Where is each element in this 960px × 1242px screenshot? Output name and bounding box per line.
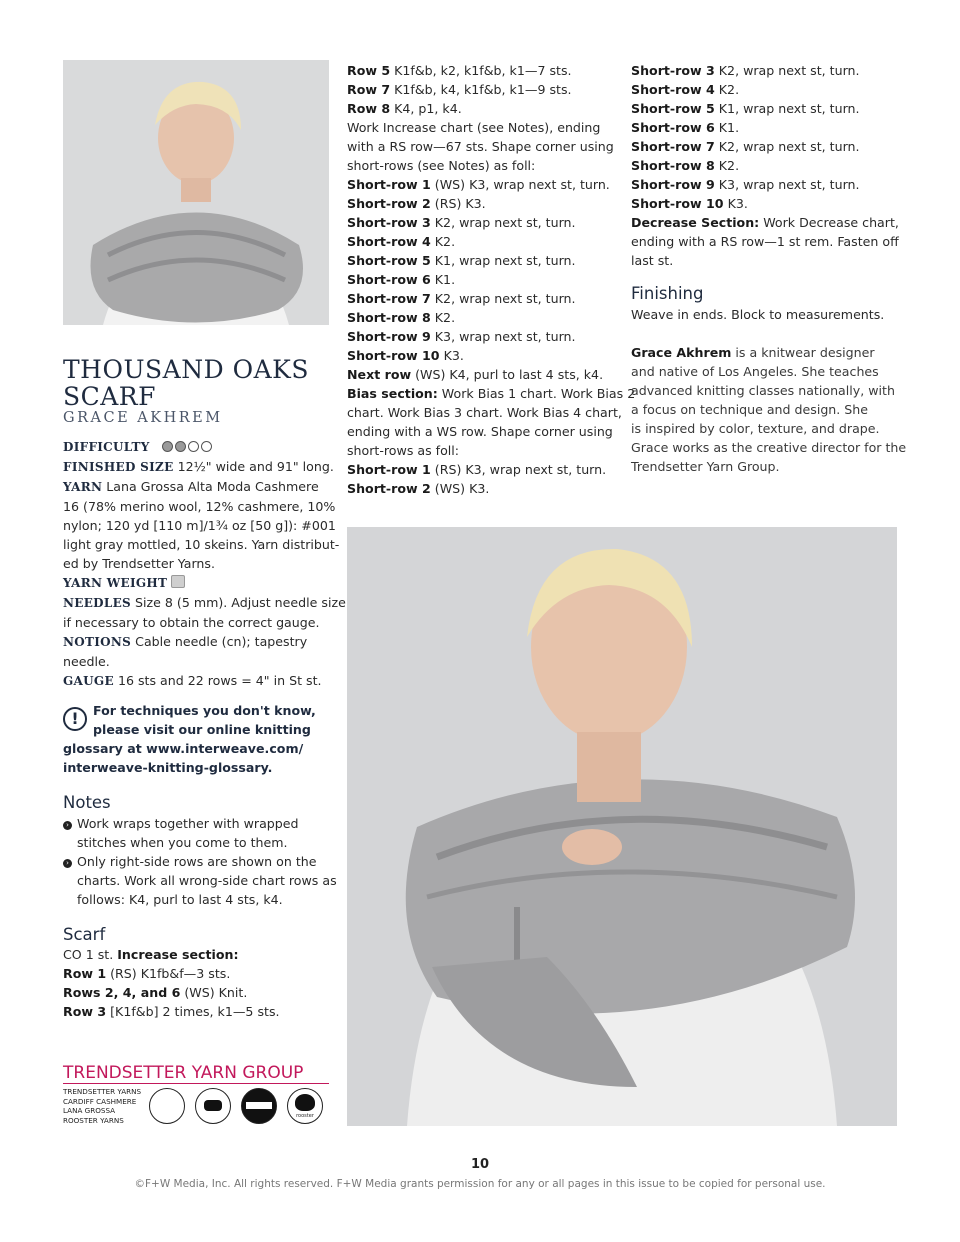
instruction-line <box>347 80 617 99</box>
instruction-text: K1. <box>714 120 740 135</box>
instruction-line <box>347 327 617 346</box>
difficulty-dot-filled <box>162 441 173 452</box>
instruction-label: Short-row 8 <box>631 158 715 173</box>
instruction-line <box>631 80 901 99</box>
difficulty-label: DIFFICULTY <box>63 440 150 454</box>
specs-block <box>63 437 346 691</box>
instruction-line <box>347 137 617 156</box>
instruction-text: (WS) Knit. <box>180 985 248 1000</box>
yarn-text: Lana Grossa Alta Moda Cashmere <box>106 479 319 494</box>
pattern-title-line2: SCARF <box>63 382 156 411</box>
instruction-label: Short-row 1 <box>347 462 431 477</box>
note-text: follows: K4, purl to last 4 sts, k4. <box>77 892 283 907</box>
tip-link[interactable]: glossary at www.interweave.com/ <box>63 741 304 756</box>
bio-name: Grace Akhrem <box>631 345 732 360</box>
note-text: charts. Work all wrong-side chart rows as <box>77 873 337 888</box>
brand-name: LANA GROSSA <box>63 1106 116 1115</box>
instruction-label: Short-row 10 <box>631 196 724 211</box>
bullet-icon: › <box>63 859 72 868</box>
instruction-line <box>347 289 617 308</box>
instruction-line <box>347 194 617 213</box>
instruction-line <box>63 945 329 964</box>
instruction-line <box>347 118 617 137</box>
instruction-text: Work Bias 1 chart. Work Bias 2 <box>437 386 636 401</box>
instruction-text: K4, p1, k4. <box>390 101 462 116</box>
instruction-line <box>347 346 617 365</box>
instruction-line <box>347 156 617 175</box>
instruction-label: Decrease Section: <box>631 215 760 230</box>
rooster-logo-text: rooster <box>296 1113 314 1119</box>
bio-text: is inspired by color, texture, and drape. <box>631 421 880 436</box>
brand-name: ROOSTER YARNS <box>63 1115 124 1125</box>
bio-text: and native of Los Angeles. She teaches <box>631 364 879 379</box>
needles-text: if necessary to obtain the correct gauge. <box>63 615 320 630</box>
instruction-label: Short-row 3 <box>347 215 431 230</box>
instruction-text: short-rows as foll: <box>347 443 460 458</box>
instruction-label: Short-row 3 <box>631 63 715 78</box>
instruction-label: Row 8 <box>347 101 391 116</box>
instruction-line <box>631 118 901 137</box>
brand-name: CARDIFF CASHMERE <box>63 1096 137 1106</box>
instruction-label: Bias section: <box>347 386 438 401</box>
instruction-text: K2, wrap next st, turn. <box>714 139 860 154</box>
copyright-notice: ©F+W Media, Inc. All rights reserved. F+W Media grants permission for any or all pages in this issue to be copied for personal use. <box>134 1178 826 1190</box>
note-text: stitches when you come to them. <box>77 835 288 850</box>
yarn-text: 16 (78% merino wool, 12% cashmere, 10% <box>63 499 336 514</box>
instruction-line <box>631 213 901 232</box>
instruction-text: (RS) K3, wrap next st, turn. <box>430 462 607 477</box>
gauge-label: GAUGE <box>63 674 114 688</box>
sponsor-name: TRENDSETTER YARN GROUP <box>63 1063 329 1084</box>
instruction-text: with a RS row—67 sts. Shape corner using <box>347 139 614 154</box>
designer-bio <box>631 343 907 476</box>
instruction-text: K2. <box>714 82 740 97</box>
instruction-label: Short-row 2 <box>347 481 431 496</box>
instruction-label: Short-row 6 <box>631 120 715 135</box>
instruction-line <box>347 99 617 118</box>
yarn-text: ed by Trendsetter Yarns. <box>63 556 215 571</box>
instruction-line <box>63 1002 329 1021</box>
note-item <box>63 852 329 871</box>
instruction-label: Short-row 9 <box>631 177 715 192</box>
instruction-label: Short-row 7 <box>631 139 715 154</box>
instruction-line <box>347 270 617 289</box>
instruction-label: Short-row 5 <box>631 101 715 116</box>
instruction-text: K2, wrap next st, turn. <box>430 291 576 306</box>
instruction-label: Row 7 <box>347 82 391 97</box>
instruction-text: short-rows (see Notes) as foll: <box>347 158 536 173</box>
bio-text: Trendsetter Yarn Group. <box>631 459 780 474</box>
tip-text: please visit our online knitting <box>93 722 311 737</box>
instruction-text: (RS) K1fb&f—3 sts. <box>106 966 231 981</box>
instruction-line <box>347 308 617 327</box>
model-photo-small <box>63 60 329 325</box>
yarn-weight-label: YARN WEIGHT <box>63 576 168 590</box>
lana-grossa-logo-icon <box>241 1088 277 1124</box>
instruction-line <box>631 137 901 156</box>
yarn-weight-row <box>63 573 329 593</box>
yarn-text: light gray mottled, 10 skeins. Yarn distribut- <box>63 537 340 552</box>
instruction-line <box>347 232 617 251</box>
yarn-label: YARN <box>63 480 103 494</box>
instruction-text: K2. <box>430 310 456 325</box>
instruction-text: K3, wrap next st, turn. <box>714 177 860 192</box>
instruction-text: ending with a WS row. Shape corner using <box>347 424 613 439</box>
notions-text: needle. <box>63 654 110 669</box>
instruction-text: K1. <box>430 272 456 287</box>
instruction-line <box>631 99 901 118</box>
model-photo-large <box>347 527 897 1126</box>
instructions-column-2 <box>347 61 636 498</box>
instruction-text: K1, wrap next st, turn. <box>430 253 576 268</box>
note-text: Only right-side rows are shown on the <box>77 854 317 869</box>
instruction-line <box>631 232 901 251</box>
instruction-text: chart. Work Bias 3 chart. Work Bias 4 chart, <box>347 405 622 420</box>
instruction-text: K1f&b, k4, k1f&b, k1—9 sts. <box>390 82 572 97</box>
instruction-text: K1f&b, k2, k1f&b, k1—7 sts. <box>390 63 572 78</box>
difficulty-dot-filled <box>175 441 186 452</box>
instruction-line <box>347 479 617 498</box>
instruction-text: K3. <box>439 348 464 363</box>
instruction-label: Short-row 6 <box>347 272 431 287</box>
instruction-line <box>631 61 901 80</box>
difficulty-row <box>63 437 329 457</box>
instruction-label: Row 3 <box>63 1004 107 1019</box>
technique-tip <box>63 701 329 777</box>
instruction-line <box>347 460 617 479</box>
difficulty-dot-empty <box>188 441 199 452</box>
cardiff-goat-logo-icon <box>195 1088 231 1124</box>
instruction-label: Short-row 7 <box>347 291 431 306</box>
pattern-title-line1: THOUSAND OAKS <box>63 355 309 384</box>
instruction-label: Short-row 9 <box>347 329 431 344</box>
bio-text: a focus on technique and design. She <box>631 402 869 417</box>
instruction-label: Increase section: <box>117 947 239 962</box>
instruction-label: Short-row 4 <box>347 234 431 249</box>
trendsetter-logo-icon <box>149 1088 185 1124</box>
instructions-column-3 <box>631 61 901 270</box>
note-text: Work wraps together with wrapped <box>77 816 299 831</box>
instruction-line <box>347 422 617 441</box>
instruction-label: Short-row 10 <box>347 348 440 363</box>
notions-text: Cable needle (cn); tapestry <box>135 634 308 649</box>
difficulty-dot-empty <box>201 441 212 452</box>
instruction-text: (WS) K3. <box>430 481 490 496</box>
pattern-title <box>63 356 309 410</box>
instruction-text: (RS) K3. <box>430 196 486 211</box>
brand-name: TRENDSETTER YARNS <box>63 1087 142 1096</box>
instruction-line <box>347 213 617 232</box>
instruction-text: K2, wrap next st, turn. <box>430 215 576 230</box>
instruction-text: (WS) K4, purl to last 4 sts, k4. <box>411 367 604 382</box>
instruction-label: Short-row 5 <box>347 253 431 268</box>
designer-name: GRACE AKHREM <box>63 410 223 426</box>
finishing-heading: Finishing <box>631 284 704 303</box>
finishing-text: Weave in ends. Block to measurements. <box>631 307 885 322</box>
yarn-text: nylon; 120 yd [110 m]/1¾ oz [50 g]): #001 <box>63 518 336 533</box>
yarn-weight-icon <box>171 575 185 588</box>
sponsor-brands <box>63 1087 141 1125</box>
notes-heading: Notes <box>63 793 111 812</box>
instruction-text: (WS) K3, wrap next st, turn. <box>430 177 610 192</box>
instruction-line <box>631 194 901 213</box>
instruction-line <box>347 403 622 422</box>
sponsor-block <box>63 1063 329 1129</box>
rooster-logo-icon <box>287 1088 323 1124</box>
instruction-text: CO 1 st. <box>63 947 118 962</box>
instruction-text: Work Decrease chart, <box>759 215 899 230</box>
instruction-text: K2. <box>430 234 456 249</box>
scarf-section <box>63 925 329 1021</box>
instruction-text: Work Increase chart (see Notes), ending <box>347 120 601 135</box>
exclamation-icon: ! <box>63 707 87 731</box>
instruction-line <box>631 175 901 194</box>
instruction-label: Short-row 2 <box>347 196 431 211</box>
instruction-label: Row 1 <box>63 966 107 981</box>
instruction-label: Next row <box>347 367 412 382</box>
instruction-text: K2, wrap next st, turn. <box>714 63 860 78</box>
bio-text: is a knitwear designer <box>731 345 875 360</box>
instruction-text: K3, wrap next st, turn. <box>430 329 576 344</box>
instruction-line <box>631 251 901 270</box>
instruction-line <box>347 61 617 80</box>
tip-text: For techniques you don't know, <box>93 703 316 718</box>
needles-text: Size 8 (5 mm). Adjust needle size <box>135 595 346 610</box>
instruction-line <box>347 175 617 194</box>
instruction-label: Short-row 4 <box>631 82 715 97</box>
instruction-text: K2. <box>714 158 740 173</box>
gauge-value: 16 sts and 22 rows = 4" in St st. <box>117 673 322 688</box>
instruction-line <box>347 384 636 403</box>
bio-text: advanced knitting classes nationally, with <box>631 383 895 398</box>
instruction-label: Rows 2, 4, and 6 <box>63 985 181 1000</box>
instruction-line <box>347 365 617 384</box>
difficulty-rating <box>162 439 214 454</box>
finished-size-value: 12½" wide and 91" long. <box>177 459 334 474</box>
instruction-label: Short-row 1 <box>347 177 431 192</box>
instruction-text: K1, wrap next st, turn. <box>714 101 860 116</box>
tip-link[interactable]: interweave-knitting-glossary. <box>63 760 273 775</box>
instruction-line <box>347 251 617 270</box>
instruction-line <box>63 964 329 983</box>
instruction-text: [K1f&b] 2 times, k1—5 sts. <box>106 1004 280 1019</box>
yarn-row <box>63 477 329 497</box>
bullet-icon: › <box>63 821 72 830</box>
notions-label: NOTIONS <box>63 635 132 649</box>
instruction-text: K3. <box>723 196 748 211</box>
scarf-heading: Scarf <box>63 925 106 944</box>
instruction-line <box>63 983 329 1002</box>
needles-row <box>63 593 346 613</box>
needles-label: NEEDLES <box>63 596 132 610</box>
gauge-row <box>63 671 329 691</box>
instruction-text: last st. <box>631 253 674 268</box>
page-number: 10 <box>470 1157 490 1172</box>
instruction-line <box>347 441 617 460</box>
instruction-text: ending with a RS row—1 st rem. Fasten off <box>631 234 899 249</box>
bio-text: Grace works as the creative director for the <box>631 440 907 455</box>
notions-row <box>63 632 329 652</box>
note-item <box>63 814 329 833</box>
instruction-label: Row 5 <box>347 63 391 78</box>
instruction-line <box>631 156 901 175</box>
finished-size-row <box>63 457 334 477</box>
finished-size-label: FINISHED SIZE <box>63 460 174 474</box>
instruction-label: Short-row 8 <box>347 310 431 325</box>
notes-section <box>63 793 337 909</box>
